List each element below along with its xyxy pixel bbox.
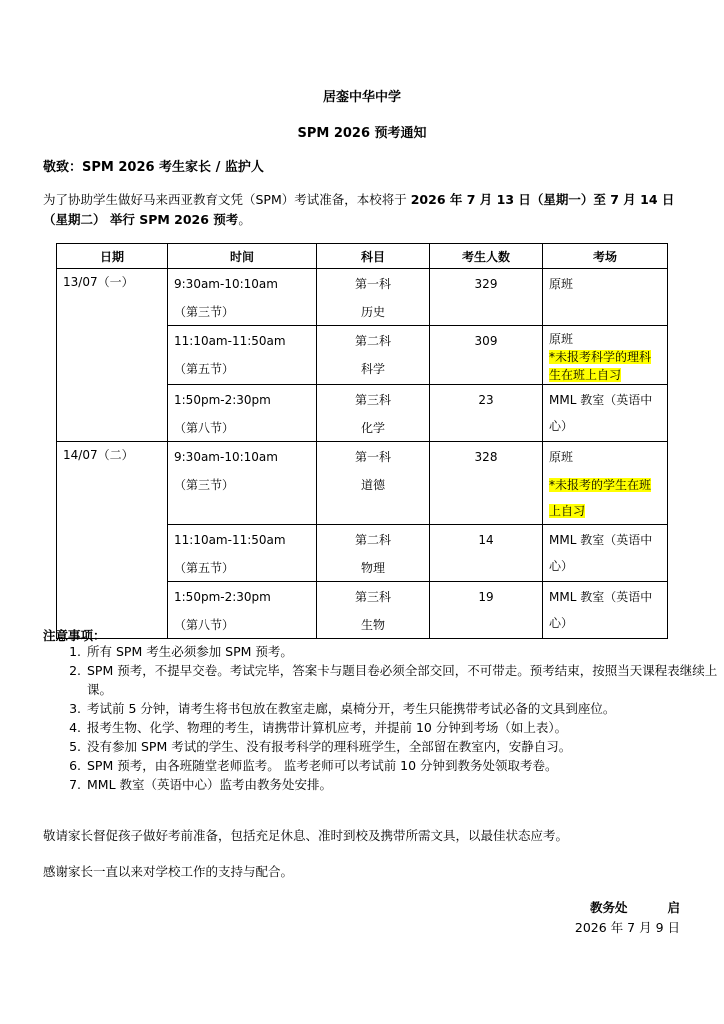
office-suffix: 启 (667, 900, 680, 915)
subject-name: 科学 (360, 362, 385, 376)
time-cell (168, 326, 317, 385)
venue-text: 原班 (549, 450, 574, 464)
date-cell (57, 442, 168, 639)
venue-cell (543, 326, 668, 385)
count-cell (430, 326, 543, 385)
date-cell (57, 269, 168, 442)
subject-no: 第三科 (354, 393, 391, 407)
subject-name: 道德 (360, 478, 385, 492)
subject-name: 历史 (360, 305, 385, 319)
time-text: 11:10am-11:50am (174, 533, 286, 547)
candidate-count: 19 (478, 590, 494, 604)
subject-cell (317, 385, 430, 442)
table-header-row (57, 244, 668, 269)
count-cell (430, 582, 543, 639)
time-text: 9:30am-10:10am (174, 277, 278, 291)
subject-name: 生物 (360, 618, 385, 632)
note-item: 7. MML 教室（英语中心）监考由教务处安排。 (85, 775, 724, 794)
intro-text-before: 为了协助学生做好马来西亚教育文凭（SPM）考试准备，本校将于 (43, 192, 411, 207)
period-text: （第五节） (174, 561, 235, 575)
time-text: 1:50pm-2:30pm (174, 590, 271, 604)
subject-cell (317, 442, 430, 525)
salutation: 敬致：SPM 2026 考生家长 / 监护人 (43, 160, 264, 175)
count-cell (430, 385, 543, 442)
table-row (57, 269, 668, 326)
count-cell (430, 525, 543, 582)
subject-name: 物理 (360, 561, 385, 575)
time-text: 1:50pm-2:30pm (174, 393, 271, 407)
subject-no: 第二科 (354, 334, 391, 348)
header-venue: 考场 (543, 244, 668, 269)
venue-cell (543, 582, 668, 639)
header-time: 时间 (168, 244, 317, 269)
note-item: 4. 报考生物、化学、物理的考生，请携带计算机应考，并提前 10 分钟到考场（如上表）。 (85, 718, 724, 737)
subject-no: 第三科 (354, 590, 391, 604)
venue-cell (543, 269, 668, 326)
count-cell (430, 442, 543, 525)
time-cell (168, 385, 317, 442)
intro-highlight: 2026 年 7 月 13 日（星期一）至 7 月 14 日（星期二） 举行 SPM 2026 预考 (43, 192, 675, 227)
office-name: 教务处 (589, 900, 628, 915)
subject-no: 第一科 (354, 450, 391, 464)
candidate-count: 329 (474, 277, 498, 291)
subject-name: 化学 (360, 421, 385, 435)
subject-cell (317, 326, 430, 385)
venue-cell (543, 385, 668, 442)
signoff (590, 898, 680, 916)
venue-cell (543, 442, 668, 525)
note-item: 1. 所有 SPM 考生必须参加 SPM 预考。 (85, 642, 724, 661)
intro-paragraph (43, 190, 683, 230)
date-text: 14/07（二） (63, 448, 134, 462)
venue-text: 原班 (549, 332, 574, 346)
header-subject: 科目 (317, 244, 430, 269)
venue-cell (543, 525, 668, 582)
time-cell (168, 525, 317, 582)
date-text: 13/07（一） (63, 275, 134, 289)
count-cell (430, 269, 543, 326)
note-item: 6. SPM 预考，由各班随堂老师监考。 监考老师可以考试前 10 分钟到教务处领取考卷。 (85, 756, 724, 775)
subject-no: 第二科 (354, 533, 391, 547)
note-item: 3. 考试前 5 分钟，请考生将书包放在教室走廊，桌椅分开，考生只能携带考试必备的文具到座位。 (85, 699, 724, 718)
table-row (57, 442, 668, 525)
candidate-count: 23 (478, 393, 494, 407)
exam-schedule-table (56, 243, 668, 639)
subject-cell (317, 525, 430, 582)
intro-text-after: 。 (238, 212, 251, 227)
venue-text: 原班 (549, 277, 574, 291)
school-name: 居銮中华中学 (322, 90, 401, 105)
subject-cell (317, 582, 430, 639)
venue-text: MML 教室（英语中心） (549, 590, 653, 630)
header-candidates: 考生人数 (430, 244, 543, 269)
period-text: （第三节） (174, 305, 235, 319)
candidate-count: 309 (474, 334, 498, 348)
subject-cell (317, 269, 430, 326)
venue-note-highlight: *未报考科学的理科生在班上自习 (549, 350, 652, 382)
period-text: （第八节） (174, 618, 235, 632)
document-title: SPM 2026 预考通知 (297, 126, 427, 141)
venue-text: MML 教室（英语中心） (549, 533, 653, 573)
candidate-count: 14 (478, 533, 494, 547)
time-cell (168, 442, 317, 525)
period-text: （第八节） (174, 421, 235, 435)
issue-date: 2026 年 7 月 9 日 (574, 920, 680, 935)
notes-title: 注意事项： (43, 628, 106, 643)
time-text: 9:30am-10:10am (174, 450, 278, 464)
venue-text: MML 教室（英语中心） (549, 393, 653, 433)
time-cell (168, 269, 317, 326)
closing-thanks: 感谢家长一直以来对学校工作的支持与配合。 (43, 864, 294, 879)
note-item: 2. SPM 预考，不提早交卷。考试完毕，答案卡与题目卷必须全部交回，不可带走。预考结束，按照当天课程表继续上课。 (85, 661, 724, 699)
time-cell (168, 582, 317, 639)
candidate-count: 328 (474, 450, 498, 464)
note-item: 5. 没有参加 SPM 考试的学生、没有报考科学的理科班学生，全部留在教室内，安静自习。 (85, 737, 724, 756)
closing-request: 敬请家长督促孩子做好考前准备，包括充足休息、准时到校及携带所需文具，以最佳状态应考。 (43, 828, 569, 843)
period-text: （第五节） (174, 362, 235, 376)
notes-list (43, 642, 724, 794)
period-text: （第三节） (174, 478, 235, 492)
header-date: 日期 (57, 244, 168, 269)
subject-no: 第一科 (354, 277, 391, 291)
venue-note-highlight: *未报考的学生在班上自习 (549, 478, 652, 518)
time-text: 11:10am-11:50am (174, 334, 286, 348)
